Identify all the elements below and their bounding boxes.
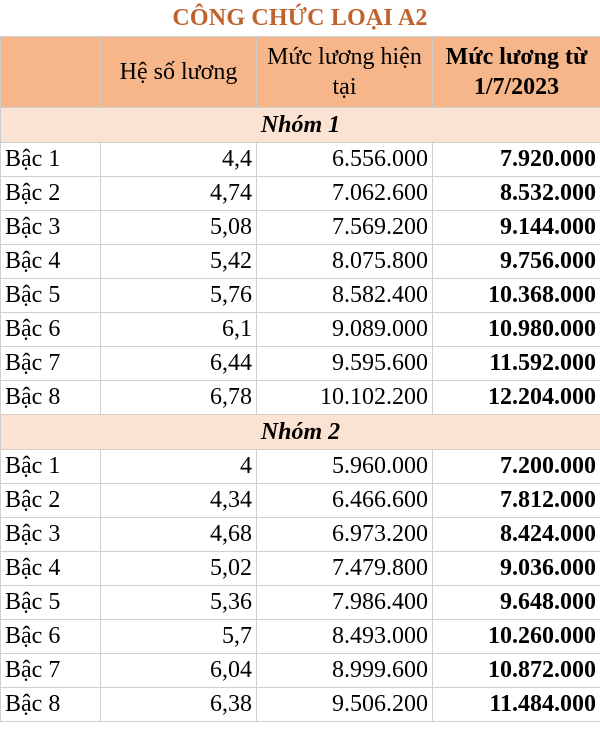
new-salary-cell: 8.532.000: [433, 177, 600, 211]
current-salary-cell: 7.569.200: [257, 211, 433, 245]
grade-cell: Bậc 1: [1, 450, 101, 484]
table-row: [1, 484, 600, 518]
header-cell-new-salary: Mức lương từ 1/7/2023: [433, 37, 600, 108]
new-salary-cell: 9.144.000: [433, 211, 600, 245]
current-salary-cell: 8.999.600: [257, 654, 433, 688]
current-salary-cell: 9.595.600: [257, 347, 433, 381]
current-salary-cell: 8.582.400: [257, 279, 433, 313]
new-salary-cell: 7.200.000: [433, 450, 600, 484]
grade-cell: Bậc 7: [1, 347, 101, 381]
new-salary-cell: 11.592.000: [433, 347, 600, 381]
table-row: [1, 313, 600, 347]
table-row: [1, 211, 600, 245]
coefficient-cell: 6,44: [101, 347, 257, 381]
new-salary-cell: 8.424.000: [433, 518, 600, 552]
grade-cell: Bậc 2: [1, 484, 101, 518]
grade-cell: Bậc 3: [1, 518, 101, 552]
new-salary-cell: 10.260.000: [433, 620, 600, 654]
current-salary-cell: 7.062.600: [257, 177, 433, 211]
coefficient-cell: 4,4: [101, 143, 257, 177]
coefficient-cell: 5,08: [101, 211, 257, 245]
coefficient-cell: 5,36: [101, 586, 257, 620]
new-salary-cell: 9.648.000: [433, 586, 600, 620]
header-cell-current-salary: Mức lương hiện tại: [257, 37, 433, 108]
table-row: [1, 688, 600, 722]
coefficient-cell: 6,78: [101, 381, 257, 415]
current-salary-cell: 9.506.200: [257, 688, 433, 722]
page-title: CÔNG CHỨC LOẠI A2: [172, 5, 428, 31]
table-row: [1, 347, 600, 381]
table-row: [1, 518, 600, 552]
current-salary-cell: 10.102.200: [257, 381, 433, 415]
table-row: [1, 177, 600, 211]
new-salary-cell: 7.920.000: [433, 143, 600, 177]
table-row: [1, 381, 600, 415]
group-row: [1, 108, 600, 143]
new-salary-cell: 12.204.000: [433, 381, 600, 415]
coefficient-cell: 5,42: [101, 245, 257, 279]
grade-cell: Bậc 4: [1, 245, 101, 279]
table-row: [1, 586, 600, 620]
coefficient-cell: 4,74: [101, 177, 257, 211]
salary-table: [0, 36, 600, 722]
new-salary-cell: 11.484.000: [433, 688, 600, 722]
group-label: Nhóm 1: [1, 108, 600, 143]
grade-cell: Bậc 5: [1, 279, 101, 313]
table-row: [1, 143, 600, 177]
grade-cell: Bậc 8: [1, 381, 101, 415]
new-salary-cell: 9.036.000: [433, 552, 600, 586]
table-row: [1, 245, 600, 279]
grade-cell: Bậc 6: [1, 620, 101, 654]
current-salary-cell: 8.493.000: [257, 620, 433, 654]
current-salary-cell: 7.986.400: [257, 586, 433, 620]
grade-cell: Bậc 5: [1, 586, 101, 620]
current-salary-cell: 5.960.000: [257, 450, 433, 484]
grade-cell: Bậc 4: [1, 552, 101, 586]
new-salary-cell: 9.756.000: [433, 245, 600, 279]
group-row: [1, 415, 600, 450]
grade-cell: Bậc 2: [1, 177, 101, 211]
table-row: [1, 620, 600, 654]
group-label: Nhóm 2: [1, 415, 600, 450]
grade-cell: Bậc 7: [1, 654, 101, 688]
grade-cell: Bậc 6: [1, 313, 101, 347]
current-salary-cell: 6.466.600: [257, 484, 433, 518]
coefficient-cell: 6,1: [101, 313, 257, 347]
coefficient-cell: 4,34: [101, 484, 257, 518]
header-cell-grade: [1, 37, 101, 108]
table-row: [1, 279, 600, 313]
coefficient-cell: 4: [101, 450, 257, 484]
current-salary-cell: 6.973.200: [257, 518, 433, 552]
coefficient-cell: 4,68: [101, 518, 257, 552]
grade-cell: Bậc 3: [1, 211, 101, 245]
header-row: [1, 37, 600, 108]
coefficient-cell: 5,76: [101, 279, 257, 313]
new-salary-cell: 10.872.000: [433, 654, 600, 688]
table-row: [1, 654, 600, 688]
table-row: [1, 552, 600, 586]
table-row: [1, 450, 600, 484]
grade-cell: Bậc 1: [1, 143, 101, 177]
coefficient-cell: 5,7: [101, 620, 257, 654]
coefficient-cell: 5,02: [101, 552, 257, 586]
coefficient-cell: 6,38: [101, 688, 257, 722]
table-body: [1, 108, 600, 722]
current-salary-cell: 9.089.000: [257, 313, 433, 347]
current-salary-cell: 7.479.800: [257, 552, 433, 586]
new-salary-cell: 10.980.000: [433, 313, 600, 347]
current-salary-cell: 8.075.800: [257, 245, 433, 279]
header-cell-coefficient: Hệ số lương: [101, 37, 257, 108]
grade-cell: Bậc 8: [1, 688, 101, 722]
current-salary-cell: 6.556.000: [257, 143, 433, 177]
coefficient-cell: 6,04: [101, 654, 257, 688]
new-salary-cell: 7.812.000: [433, 484, 600, 518]
new-salary-cell: 10.368.000: [433, 279, 600, 313]
